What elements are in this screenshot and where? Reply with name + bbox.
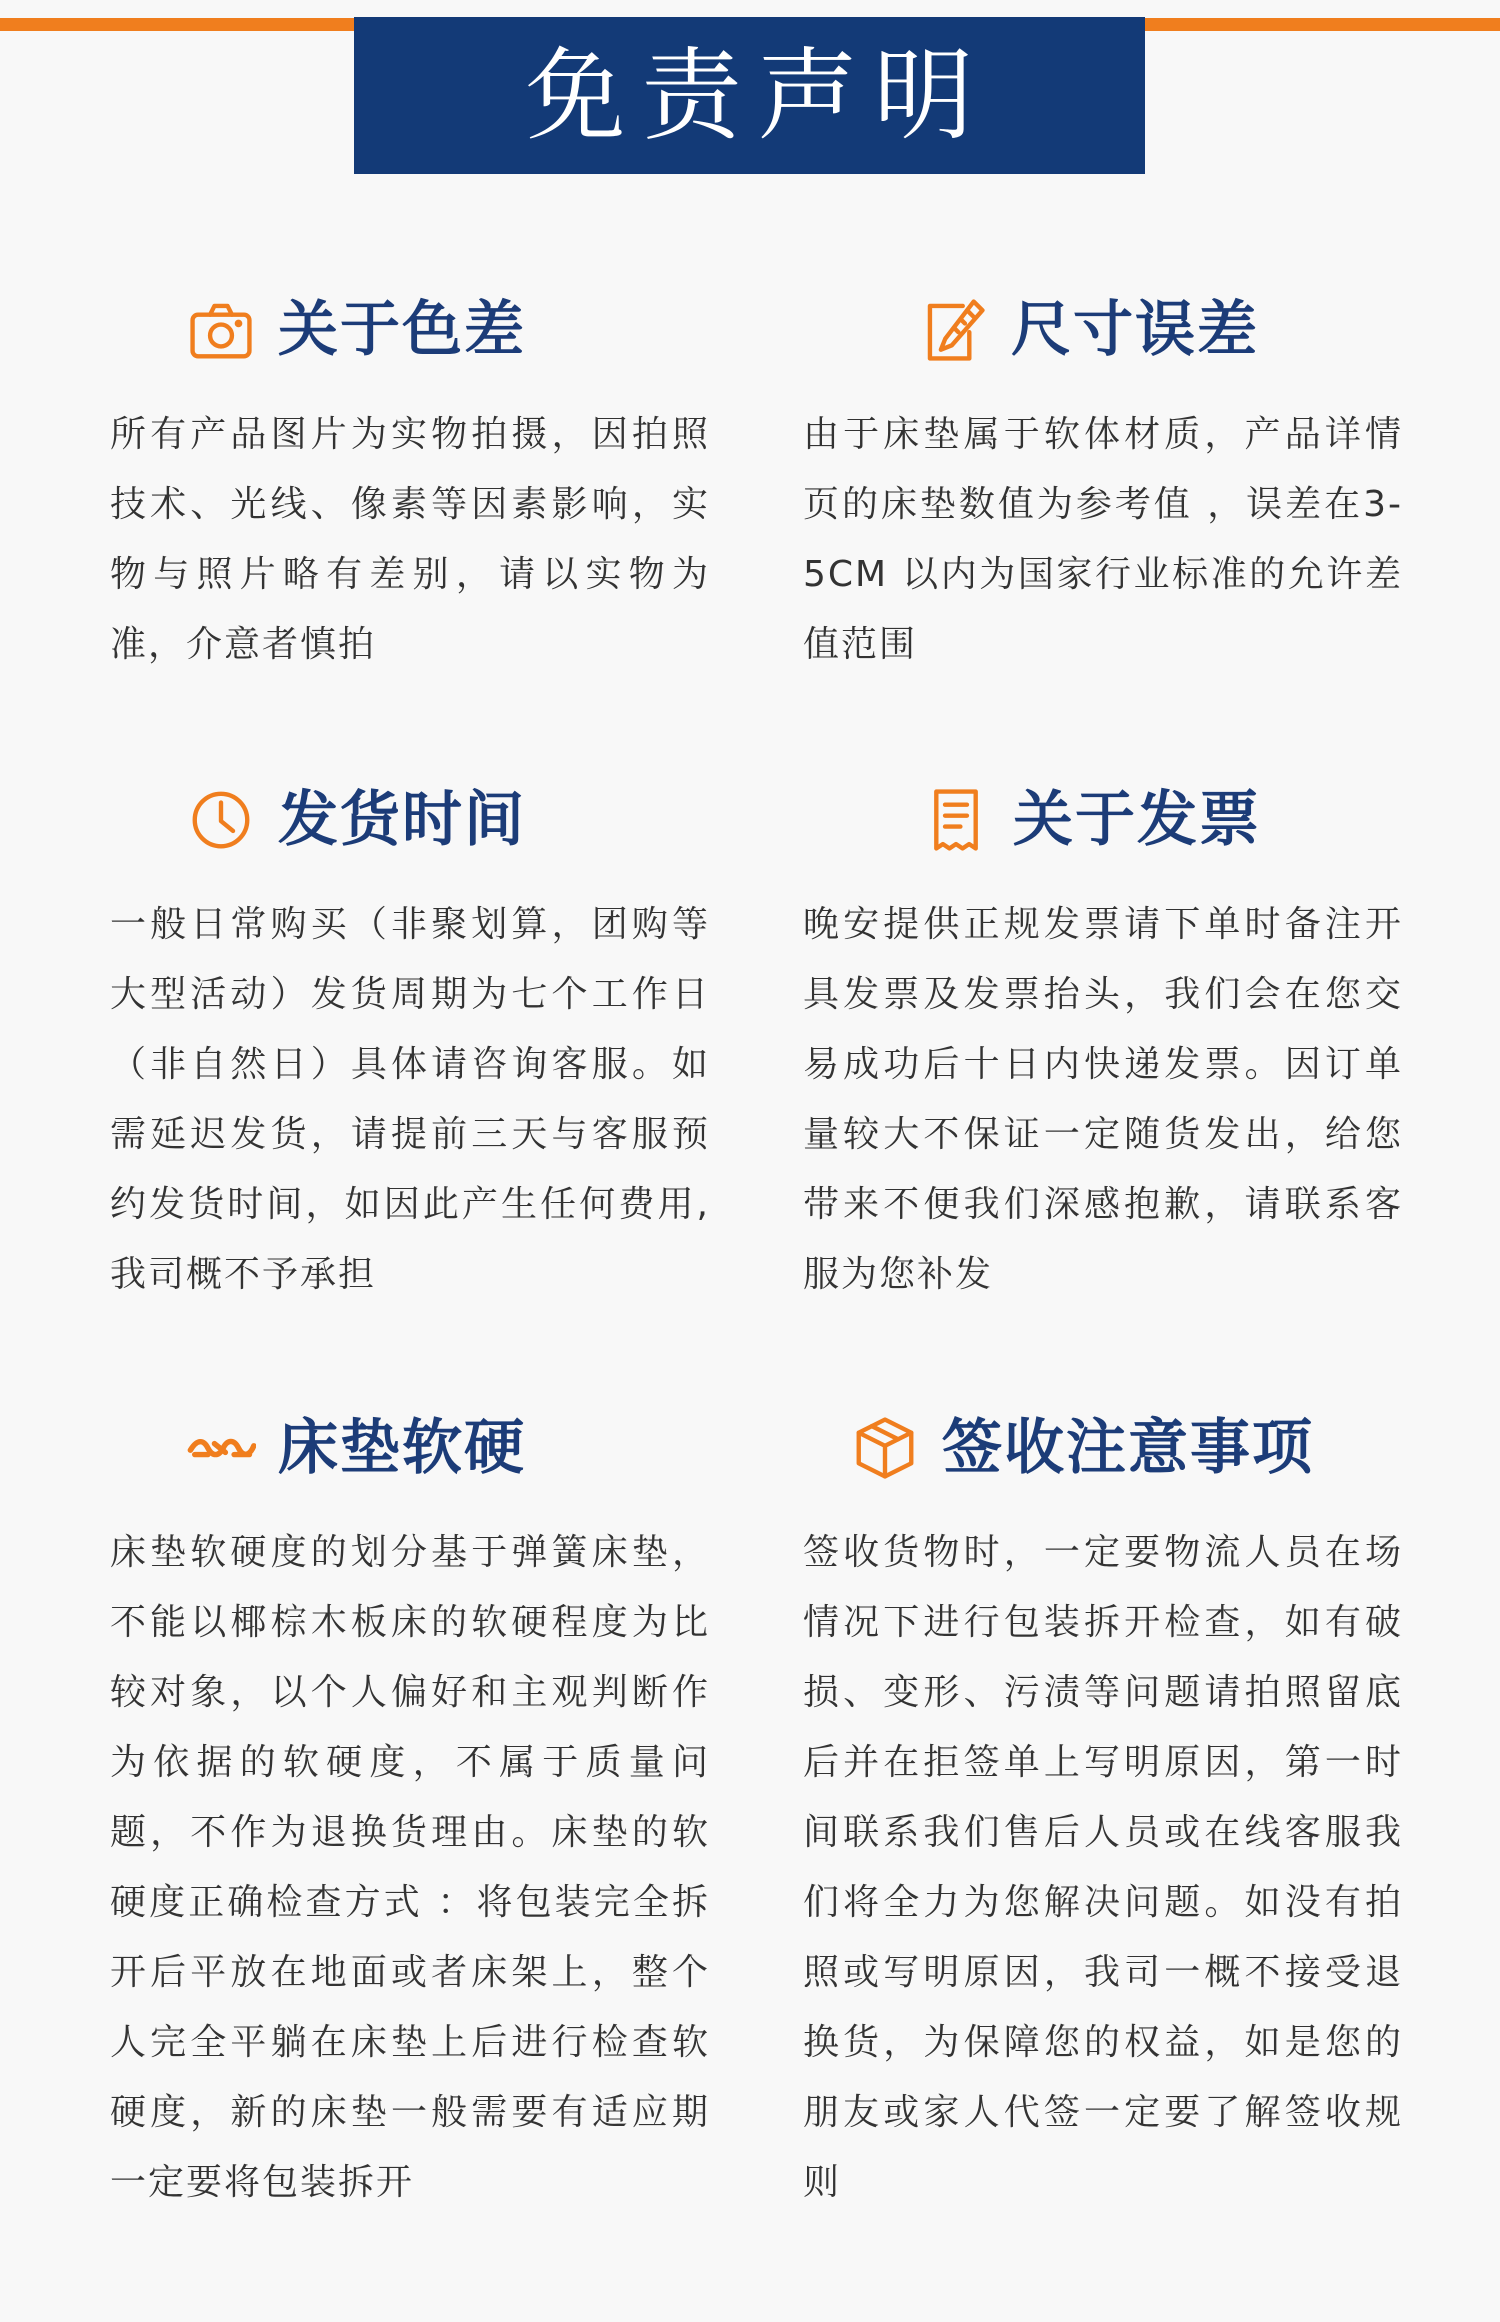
section-body: 由于床垫属于软体材质，产品详情页的床垫数值为参考值 ，误差在3-5CM 以内为国家行业标准的允许差值范围 [803, 414, 1403, 665]
package-icon [850, 1413, 920, 1483]
page-title: 免责声明 [525, 36, 990, 154]
edit-ruler-icon [919, 295, 989, 365]
section-body: 床垫软硬度的划分基于弹簧床垫，不能以椰棕木板床的软硬程度为比较对象，以个人偏好和主观判断作为依据的软硬度，不属于质量问题，不作为退换货理由。床垫的软硬度正确检查方式 ：将包装完全拆开后平放在地面或者床架上，整个人完全平躺在床垫上后进行检查软硬度，新的床垫一般需要有适应期一定要将包装拆开 [110, 1532, 710, 2203]
receipt-icon [921, 785, 991, 855]
camera-icon [186, 295, 256, 365]
section-header [186, 290, 526, 370]
section-title: 关于色差 [278, 295, 526, 365]
section-body: 所有产品图片为实物拍摄，因拍照技术、光线、像素等因素影响，实物与照片略有差别，请以实物为准，介意者慎拍 [110, 414, 710, 665]
spring-icon [186, 1413, 256, 1483]
section-body: 签收货物时，一定要物流人员在场情况下进行包装拆开检查，如有破损、变形、污渍等问题请拍照留底后并在拒签单上写明原因，第一时间联系我们售后人员或在线客服我们将全力为您解决问题。如没有拍照或写明原因，我司一概不接受退换货，为保障您的权益，如是您的朋友或家人代签一定要了解签收规则 [803, 1532, 1403, 2203]
section-header [919, 290, 1259, 370]
section-header [186, 1408, 526, 1488]
section-title: 床垫软硬 [278, 1413, 526, 1483]
section-title: 尺寸误差 [1011, 295, 1259, 365]
section-title: 发货时间 [278, 785, 526, 855]
section-body: 晚安提供正规发票请下单时备注开具发票及发票抬头，我们会在您交易成功后十日内快递发票。因订单量较大不保证一定随货发出，给您带来不便我们深感抱歉，请联系客服为您补发 [803, 904, 1403, 1295]
section-title: 关于发票 [1013, 785, 1261, 855]
section-body: 一般日常购买（非聚划算，团购等大型活动）发货周期为七个工作日（非自然日）具体请咨询客服。如需延迟发货，请提前三天与客服预约发货时间，如因此产生任何费用,我司概不予承担 [110, 904, 710, 1295]
section-header [186, 780, 526, 860]
section-header [921, 780, 1261, 860]
section-header [850, 1408, 1314, 1488]
clock-icon [186, 785, 256, 855]
header-banner [354, 17, 1145, 174]
section-title: 签收注意事项 [942, 1413, 1314, 1483]
